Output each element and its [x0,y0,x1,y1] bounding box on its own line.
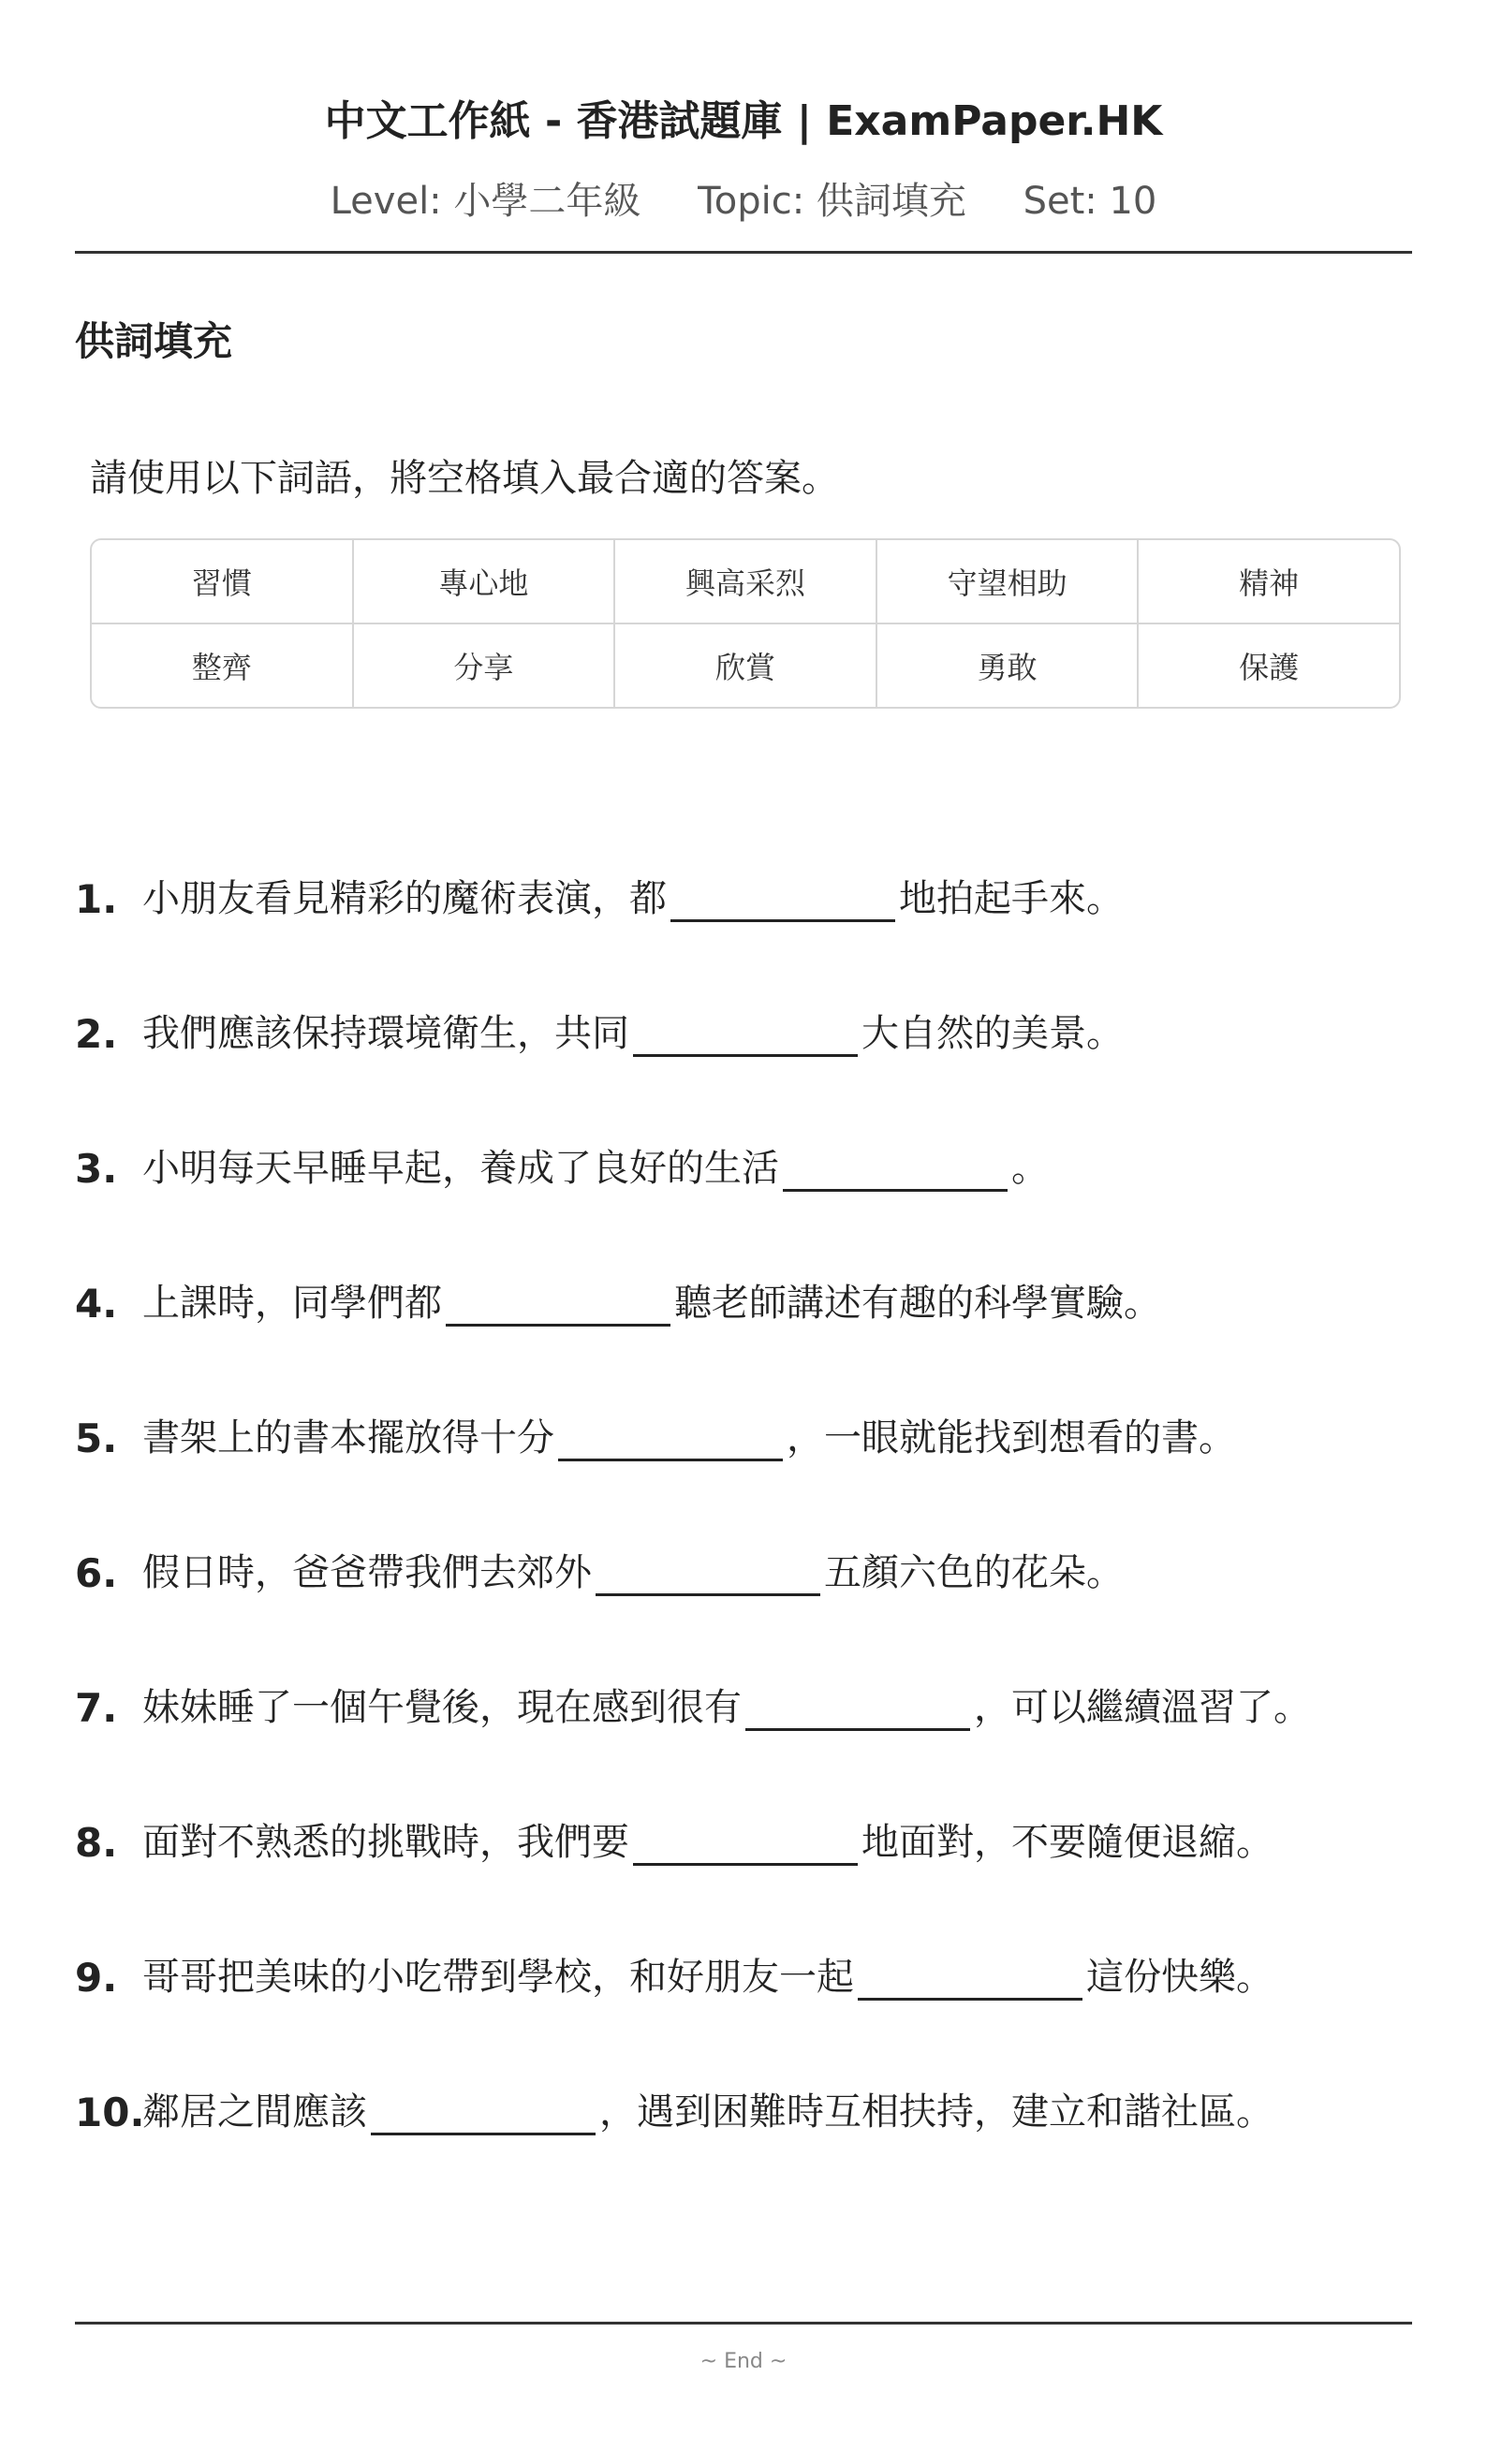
question-text-after: ，一眼就能找到想看的書。 [787,1416,1236,1459]
question-number: 8. [75,1820,118,1866]
worksheet-meta [75,178,1412,225]
question-text-after: 大自然的美景。 [861,1012,1124,1055]
question-number: 4. [75,1281,118,1327]
word-bank-cell: 整齊 [191,650,252,685]
question-text-after: 五顏六色的花朵。 [824,1551,1124,1594]
word-bank-cell: 守望相助 [876,540,1138,623]
question-text [142,1004,1124,1057]
worksheet-title: 中文工作紙 - 香港試題庫 | ExamPaper.HK [324,97,1163,145]
worksheet-page [75,0,1412,2373]
question-text-before: 上課時，同學們都 [142,1282,442,1325]
word-bank-cell: 分享 [352,624,614,707]
question-list [75,810,1412,2135]
answer-blank[interactable] [670,876,895,922]
question-number: 2. [75,1011,118,1057]
word-bank-cell: 專心地 [352,540,614,623]
question-text [142,1678,1311,1731]
question-item [75,1057,1412,1192]
question-number: 6. [75,1550,118,1596]
level-label: Level: 小學二年級 [330,180,641,223]
question-item [75,1327,1412,1461]
question-text-before: 鄰居之間應該 [142,2090,367,2134]
topic-label: Topic: 供詞填充 [698,180,966,223]
answer-blank[interactable] [783,1146,1008,1192]
question-item [75,922,1412,1057]
question-text-after: 地拍起手來。 [899,877,1124,920]
set-label: Set: 10 [1023,180,1157,223]
question-text-after: 。 [1011,1147,1049,1190]
answer-blank[interactable] [558,1415,783,1461]
question-item [75,1461,1412,1596]
answer-blank[interactable] [745,1685,970,1731]
word-bank-cell: 興高采烈 [613,540,876,623]
question-text [142,1273,1161,1327]
answer-blank[interactable] [596,1550,820,1596]
question-text-after: 聽老師講述有趣的科學實驗。 [674,1282,1161,1325]
question-number: 5. [75,1415,118,1461]
question-text-before: 假日時，爸爸帶我們去郊外 [142,1551,592,1594]
question-item [75,810,1412,922]
word-bank-cell: 保護 [1137,624,1399,707]
question-number: 9. [75,1955,118,2001]
question-text [142,1543,1124,1596]
question-item [75,1596,1412,1731]
question-text-after: 地面對，不要隨便退縮。 [861,1821,1274,1864]
answer-blank[interactable] [371,2090,596,2135]
word-bank-cell: 欣賞 [613,624,876,707]
question-text-after: ，遇到困難時互相扶持，建立和諧社區。 [599,2090,1274,2134]
question-text-before: 妹妹睡了一個午覺後，現在感到很有 [142,1686,742,1729]
worksheet-header [75,0,1412,225]
question-number: 7. [75,1685,118,1731]
footer-end-text: ~ End ~ [699,2350,788,2373]
answer-blank[interactable] [633,1011,858,1057]
answer-blank[interactable] [446,1281,670,1327]
question-text [142,869,1124,922]
question-text-before: 面對不熟悉的挑戰時，我們要 [142,1821,629,1864]
question-text-before: 小朋友看見精彩的魔術表演，都 [142,877,667,920]
question-text [142,2082,1274,2135]
question-item [75,1731,1412,1866]
header-divider [75,251,1412,254]
section-title: 供詞填充 [75,318,233,364]
question-text-before: 我們應該保持環境衛生，共同 [142,1012,629,1055]
word-bank-cell: 精神 [1137,540,1399,623]
word-bank-row [92,540,1399,623]
question-item [75,1192,1412,1327]
question-text-after: ，可以繼續溫習了。 [974,1686,1311,1729]
question-text [142,1812,1274,1866]
question-item [75,1866,1412,2001]
question-number: 3. [75,1146,118,1192]
question-text [142,1408,1236,1461]
word-bank-cell: 習慣 [191,565,252,601]
question-item [75,2001,1412,2135]
answer-blank[interactable] [858,1955,1082,2001]
question-text-before: 書架上的書本擺放得十分 [142,1416,554,1459]
answer-blank[interactable] [633,1820,858,1866]
word-bank-row [92,623,1399,707]
question-text-after: 這份快樂。 [1086,1956,1274,1999]
question-text-before: 小明每天早睡早起，養成了良好的生活 [142,1147,779,1190]
question-text-before: 哥哥把美味的小吃帶到學校，和好朋友一起 [142,1956,854,1999]
instruction-text: 請使用以下詞語，將空格填入最合適的答案。 [90,457,839,500]
word-bank-cell: 勇敢 [876,624,1138,707]
question-number: 1. [75,876,118,922]
question-text [142,1947,1274,2001]
question-number: 10. [75,2090,145,2135]
word-bank-table [90,538,1401,709]
question-text [142,1138,1049,1192]
footer-divider [75,2322,1412,2325]
